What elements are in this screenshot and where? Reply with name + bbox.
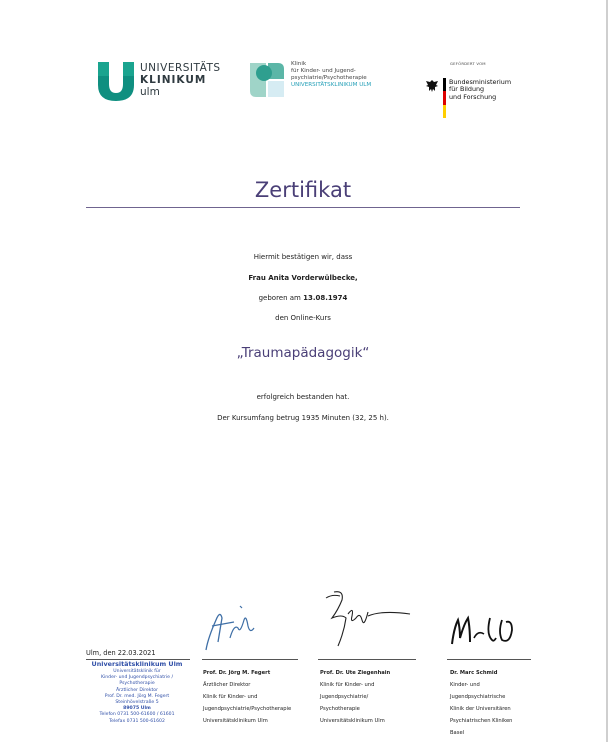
eagle-icon xyxy=(425,79,439,93)
course-intro: den Online-Kurs xyxy=(275,314,331,322)
klinik-logo-text: Klinik für Kinder- und Jugend- psychiatrie/Psychotherapie UNIVERSITÄTSKLINIKUM ULM xyxy=(291,61,372,88)
passed-line: erfolgreich bestanden hat. xyxy=(256,393,350,401)
signer-3: Dr. Marc Schmid Kinder- und Jugendpsychiatrische Klinik der Universitären Psychiatrischen Kliniken Basel xyxy=(450,670,513,736)
clinic-stamp: Universitätsklinikum Ulm Universitätsklinik für Kinder- und Jugendpsychiatrie / Psychotherapie Ärztlicher Direktor Prof. Dr. med. Jörg M. Fegert Steinhövelstraße 5 89075 Ulm Telefon 0731 500-61600 / 61601 Telefax 0731 500-61602 xyxy=(91,660,183,724)
course-title: „Traumapädagogik“ xyxy=(236,345,370,361)
confirm-line: Hiermit bestätigen wir, dass xyxy=(253,253,353,261)
uniklinikum-logo-icon xyxy=(96,62,136,102)
signer-1: Prof. Dr. Jörg M. Fegert Ärztlicher Direktor Klinik für Kinder- und Jugendpsychiatrie/Psychotherapie Universitätsklinikum Ulm xyxy=(203,670,292,724)
certificate-title: Zertifikat xyxy=(254,178,352,202)
german-flag-bar xyxy=(443,78,446,118)
signer-1-line xyxy=(202,659,298,660)
signer-2-line xyxy=(318,659,416,660)
signature-ziegenhain xyxy=(322,588,414,650)
issue-date: Ulm, den 22.03.2021 xyxy=(86,649,156,657)
duration-line: Der Kursumfang betrug 1935 Minuten (32, 25 h). xyxy=(217,414,389,422)
signer-2: Prof. Dr. Ute Ziegenhain Klinik für Kinder- und Jugendpsychiatrie/ Psychotherapie Universitätsklinikum Ulm xyxy=(320,670,391,724)
birth-line: geboren am 13.08.1974 xyxy=(258,294,348,302)
klinik-logo-icon xyxy=(250,63,284,97)
uniklinikum-logo-text: UNIVERSITÄTS KLINIKUM ulm xyxy=(140,62,221,98)
bmbf-logo-text: Bundesministerium für Bildung und Forschung xyxy=(449,78,512,101)
signature-fegert xyxy=(200,598,270,656)
birth-date: 13.08.1974 xyxy=(303,294,348,302)
bmbf-sponsor-label: GEFÖRDERT VOM xyxy=(450,61,486,66)
recipient-name: Frau Anita Vorderwülbecke, xyxy=(248,274,358,282)
title-underline xyxy=(86,207,520,208)
signer-3-line xyxy=(447,659,531,660)
signature-schmid xyxy=(446,604,526,652)
